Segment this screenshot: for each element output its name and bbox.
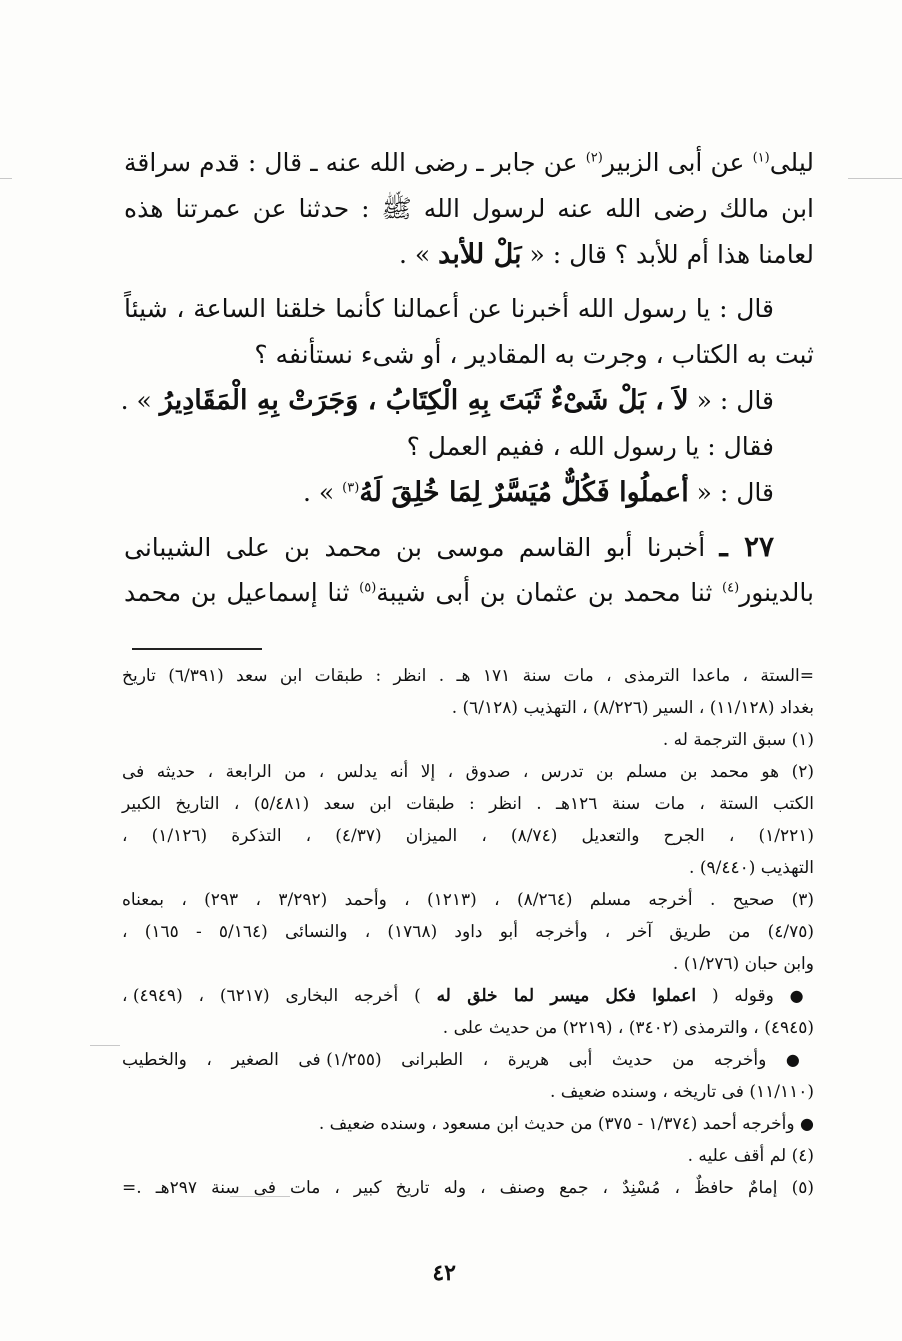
text-segment: ثنا إسماعيل بن محمد [124, 578, 350, 607]
hadith-quote: لاَ ، بَلْ شَىْءٌ ثَبَتَ بِهِ الْكِتَابُ ، وَجَرَتْ بِهِ الْمَقَادِيرُ [159, 385, 689, 416]
footnote-line: الكتب الستة ، مات سنة ١٢٦هـ . انظر : طبقات ابن سعد (٥/٤٨١) ، التاريخ الكبير [122, 794, 814, 814]
footnote-line: التهذيب (٩/٤٤٠) . [689, 858, 814, 878]
footnote-ref-2: (٢) [585, 150, 603, 166]
footnote-divider [132, 648, 262, 650]
hadith-quote: أعملُوا فَكُلٌّ مُيَسَّرٌ لِمَا خُلِقَ لَهُ [359, 477, 689, 508]
scan-margin-mark [90, 1045, 120, 1046]
scan-margin-mark [0, 178, 12, 179]
footnote-segment: وأخرجه أحمد (١/٣٧٤ - ٣٧٥) من حديث ابن مسعود ، وسنده ضعيف . [318, 1114, 795, 1134]
scan-margin-mark [848, 178, 902, 179]
bullet-icon: ● [785, 1050, 814, 1069]
footnote-line [122, 1044, 814, 1076]
footnote-ref-5: (٥) [359, 580, 377, 596]
main-text [120, 140, 814, 616]
bullet-icon: ● [789, 986, 815, 1005]
text-segment: ثنا محمد بن عثمان بن أبى شيبة [376, 578, 713, 607]
text-line-2: ابن مالك رضى الله عنه لرسول الله ﷺ : حدثنا عن عمرتنا هذه [124, 194, 814, 223]
footnote-ref-1: (١) [752, 150, 770, 166]
footnote-line: (١) سبق الترجمة له . [662, 730, 814, 750]
footnote-line [122, 980, 814, 1012]
footnote-line: (٣) صحيح . أخرجه مسلم (٨/٢٦٤) ، (١٢١٣) ، وأحمد (٣/٢٩٢ ، ٢٩٣) ، بمعناه [122, 890, 815, 910]
footnote-quote: اعملوا فكل ميسر لما خلق له [436, 986, 697, 1006]
footnote-ref-4: (٤) [722, 580, 740, 596]
text-segment: قال : « [696, 386, 774, 415]
text-line-10 [124, 570, 814, 616]
footnote-line: (٥) إمامٌ حافظٌ ، مُسْنِدٌ ، جمع وصنف ، وله تاريخ كبير ، مات فى سنة ٢٩٧هـ .= [122, 1178, 814, 1198]
footnote-line: (٤) لم أقف عليه . [687, 1146, 814, 1166]
text-segment: بالدينور [739, 578, 814, 607]
text-segment: أخبرنا أبو القاسم موسى بن محمد بن على الشيبانى [124, 533, 706, 562]
footnotes [122, 660, 814, 1204]
text-line-7: فقال : يا رسول الله ، ففيم العمل ؟ [406, 432, 774, 461]
text-segment: عن جابر ـ رضى الله عنه ـ قال : قدم سراقة [124, 148, 578, 177]
text-segment: عن أبى الزبير [602, 148, 745, 177]
hadith-number: ٢٧ ـ [719, 530, 775, 563]
text-segment: ليلى [769, 148, 814, 177]
text-line-5: ثبت به الكتاب ، وجرت به المقادير ، أو شىء نستأنفه ؟ [254, 340, 814, 369]
text-segment: » . [120, 386, 152, 415]
footnote-line: (٤٩٤٥) ، والترمذى (٣٤٠٢) ، (٢٢١٩) من حديث على . [442, 1018, 814, 1038]
footnote-line: =الستة ، ماعدا الترمذى ، مات سنة ١٧١ هـ . انظر : طبقات ابن سعد (٦/٣٩١) تاريخ [122, 666, 814, 686]
footnote-segment: وقوله ( [711, 986, 774, 1006]
bullet-icon: ● [800, 1114, 814, 1133]
page-number: ٤٢ [432, 1260, 456, 1286]
text-line-4: قال : يا رسول الله أخبرنا عن أعمالنا كأنما خلقنا الساعة ، شيئاً [124, 294, 774, 323]
footnote-line [122, 1108, 814, 1140]
footnote-line: وابن حبان (١/٢٧٦) . [672, 954, 814, 974]
footnote-segment: ) أخرجه البخارى (٦٢١٧) ، (٤٩٤٩) ، [122, 986, 421, 1006]
hadith-quote: بَلْ للأبد [438, 239, 522, 270]
text-segment: » . [399, 240, 431, 269]
text-line-8 [124, 470, 814, 516]
text-line-3 [124, 232, 814, 278]
text-line-6 [120, 378, 814, 424]
footnote-ref-3: (٣) [342, 480, 360, 496]
text-segment: » . [303, 478, 335, 507]
text-segment: قال : « [696, 478, 774, 507]
text-line-9 [124, 524, 814, 570]
footnote-line: بغداد (١١/١٢٨) ، السير (٨/٢٢٦) ، التهذيب (٦/١٢٨) . [451, 698, 814, 718]
footnote-line: (٢) هو محمد بن مسلم بن تدرس ، صدوق ، إلا أنه يدلس ، من الرابعة ، حديثه فى [122, 762, 814, 782]
text-segment: لعامنا هذا أم للأبد ؟ قال : « [529, 240, 814, 269]
footnote-segment: وأخرجه من حديث أبى هريرة ، الطبرانى (١/٢٥٥) فى الصغير ، والخطيب [122, 1050, 767, 1070]
footnote-line: (١/٢٢١) ، الجرح والتعديل (٨/٧٤) ، الميزان (٤/٣٧) ، التذكرة (١/١٢٦) ، [122, 826, 814, 846]
text-line-1 [124, 140, 814, 186]
footnote-line: (١١/١١٠) فى تاريخه ، وسنده ضعيف . [550, 1082, 814, 1102]
footnote-line: (٤/٧٥) من طريق آخر ، وأخرجه أبو داود (١٧٦٨) ، والنسائى (٥/١٦٤ - ١٦٥) ، [122, 922, 814, 942]
